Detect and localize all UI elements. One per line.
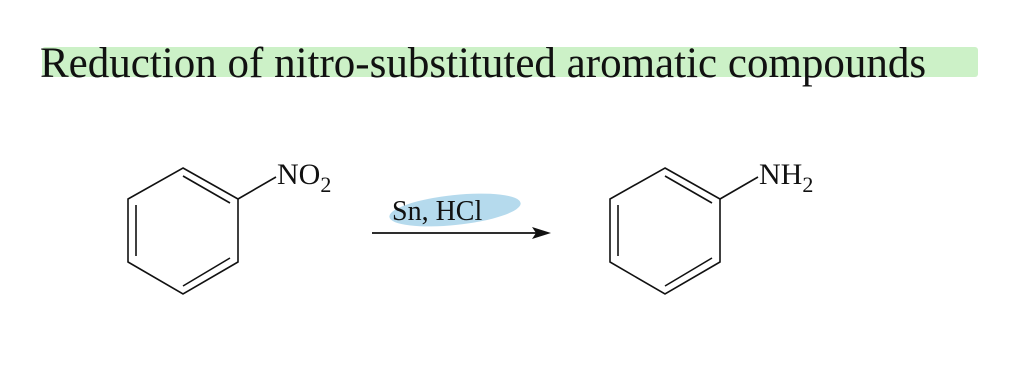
reaction-conditions <box>372 188 551 239</box>
reagent-label: Sn, HCl <box>392 196 483 227</box>
benzene-ring-icon <box>128 168 238 294</box>
reactant-molecule <box>128 158 331 294</box>
product-substituent-bond <box>720 177 758 199</box>
reaction-arrow-icon <box>372 227 551 239</box>
amino-group-label: $NH_2$ <box>759 158 814 197</box>
benzene-ring-icon <box>610 168 720 294</box>
product-molecule <box>610 158 813 294</box>
reactant-substituent-bond <box>238 177 276 199</box>
nitro-group-label: $NO_2$ <box>277 158 332 197</box>
page-title: Reduction of nitro-substituted aromatic compounds <box>40 40 927 87</box>
